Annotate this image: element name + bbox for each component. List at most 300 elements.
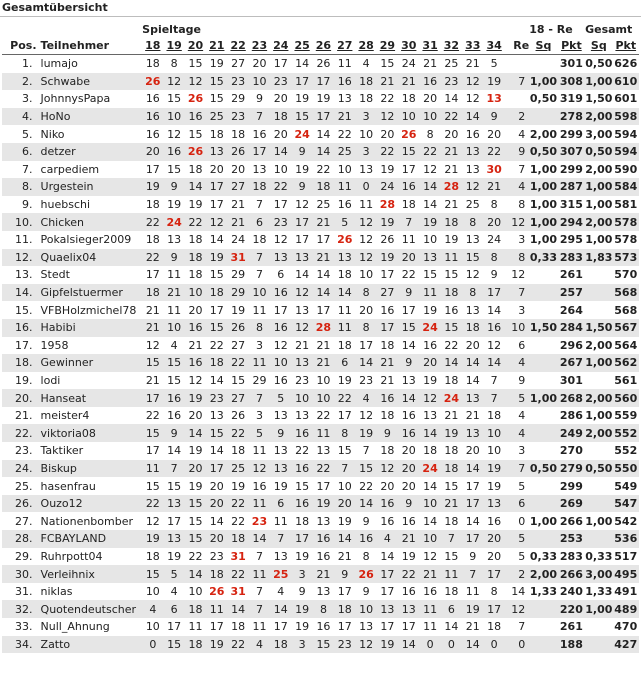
spieltag-score: 20	[334, 495, 355, 513]
position-cell: 29.	[15, 549, 33, 563]
spieltag-score: 19	[142, 530, 163, 548]
total-pkt: 594	[614, 127, 638, 141]
spieltag-score: 9	[362, 585, 370, 599]
spieltag-score: 9	[163, 424, 184, 442]
table-row	[2, 161, 639, 179]
spieltag-score: 9	[270, 424, 291, 442]
spieltag-score: 17	[313, 108, 334, 126]
spieltag-score: 18	[185, 249, 206, 267]
spieltag-score: 29	[231, 92, 246, 106]
spieltag-score: 14	[227, 600, 248, 618]
spieltag-link[interactable]: 24	[273, 39, 289, 52]
re-score: 5	[518, 549, 526, 563]
total-sq: 1,00	[585, 233, 613, 247]
rueckrunde-pkt: 266	[558, 565, 585, 583]
spieltag-score: 17	[167, 620, 182, 634]
spieltag-score: 18	[185, 636, 206, 654]
spieltag-score: 16	[145, 127, 160, 141]
spieltag-column-header[interactable]	[462, 38, 483, 55]
spieltag-score: 16	[316, 549, 331, 563]
spieltag-score: 17	[206, 178, 227, 196]
spieltag-score: 6	[277, 268, 285, 282]
spieltag-link[interactable]: 23	[251, 39, 268, 52]
spieltag-score: 18	[209, 127, 224, 141]
spieltag-link[interactable]: 22	[230, 39, 246, 52]
spieltag-score: 17	[401, 162, 416, 176]
table-row	[2, 583, 639, 601]
spieltag-score: 4	[377, 530, 398, 548]
spieltag-column-header[interactable]	[249, 38, 270, 55]
spieltag-score: 10	[291, 389, 312, 407]
spieltag-score: 14	[334, 530, 355, 548]
pkt-column-header: Pkt	[558, 38, 585, 55]
spieltag-score: 18	[444, 373, 459, 387]
position-cell: 34.	[2, 636, 37, 654]
spieltag-column-header[interactable]	[142, 38, 163, 55]
spieltag-score: 18	[188, 268, 203, 282]
spieltag-score: 20	[209, 162, 224, 176]
position-cell: 22.	[2, 424, 37, 442]
spieltag-column-header[interactable]	[185, 38, 206, 55]
spieltag-score: 0	[355, 178, 376, 196]
total-pkt: 495	[613, 565, 639, 583]
spieltag-score: 24	[441, 389, 462, 407]
spieltag-link[interactable]: 26	[315, 39, 332, 52]
spieltag-score: 16	[185, 108, 206, 126]
spieltag-score: 24	[163, 213, 184, 231]
spieltag-score: 11	[167, 268, 182, 282]
spieltag-score: 13	[401, 373, 416, 387]
spieltag-score: 12	[465, 92, 480, 106]
spieltag-score: 9	[469, 549, 477, 563]
spieltag-score: 20	[359, 303, 374, 317]
spieltag-score: 18	[337, 338, 352, 352]
spieltag-score: 14	[465, 514, 480, 528]
spieltag-score: 21	[337, 549, 352, 563]
spieltag-link[interactable]: 31	[422, 39, 438, 52]
spieltag-link[interactable]: 33	[465, 39, 481, 52]
spieltag-score: 14	[355, 354, 376, 372]
spieltag-score: 22	[313, 460, 334, 478]
spieltag-score: 16	[337, 198, 352, 212]
re-score: 12	[505, 600, 529, 618]
spieltag-score: 7	[249, 389, 270, 407]
total-pkt: 590	[614, 162, 638, 176]
spieltag-column-header[interactable]	[206, 38, 227, 55]
spieltag-score: 14	[423, 514, 438, 528]
spieltag-score: 10	[145, 585, 160, 599]
spieltag-link[interactable]: 34	[486, 39, 502, 52]
total-pkt: 491	[614, 585, 638, 599]
spieltag-score: 11	[206, 600, 227, 618]
spieltag-score: 12	[295, 198, 310, 212]
spieltag-score: 26	[380, 233, 395, 247]
spieltag-score: 17	[380, 585, 395, 599]
spieltag-score: 19	[188, 479, 203, 493]
rueckrunde-sq: 1,00	[529, 162, 558, 176]
spieltag-score: 13	[377, 600, 398, 618]
re-score: 6	[505, 495, 529, 513]
spieltag-score: 19	[206, 249, 227, 267]
spieltag-column-header[interactable]	[163, 38, 184, 55]
total-sq: 0,50	[585, 460, 612, 478]
spieltag-score: 18	[423, 444, 438, 458]
spieltag-score: 25	[316, 198, 331, 212]
spieltag-score: 4	[277, 585, 285, 599]
spieltag-score: 11	[249, 495, 270, 513]
spieltag-column-header[interactable]	[291, 38, 312, 55]
spieltag-score: 24	[377, 178, 398, 196]
rueckrunde-sq	[529, 618, 557, 636]
spieltag-score: 22	[441, 108, 462, 126]
spieltag-score: 21	[142, 319, 163, 337]
spieltag-column-header[interactable]	[313, 38, 334, 55]
spieltag-score: 14	[249, 530, 270, 548]
spieltag-score: 15	[185, 495, 206, 513]
spieltag-score: 18	[145, 233, 160, 247]
spieltag-score: 17	[380, 620, 395, 634]
spieltag-score: 7	[255, 268, 263, 282]
spieltag-score: 28	[379, 198, 396, 212]
spieltag-score: 16	[270, 284, 291, 302]
spieltag-score: 4	[355, 389, 376, 407]
spieltag-score: 20	[273, 92, 288, 106]
spieltag-score: 12	[249, 460, 270, 478]
rueckrunde-sq: 0,50	[529, 143, 557, 161]
spieltag-score: 9	[298, 585, 306, 599]
total-sq: 1,00	[585, 178, 612, 196]
position-cell: 25.	[15, 479, 33, 493]
position-cell: 6.	[2, 143, 37, 161]
total-pkt: 552	[613, 424, 639, 442]
column-header-row	[2, 38, 639, 55]
total-sq	[585, 495, 612, 513]
spieltag-score: 7	[362, 444, 370, 458]
spieltag-column-header[interactable]	[441, 38, 462, 55]
spieltag-score: 9	[377, 424, 398, 442]
spieltag-score: 16	[316, 620, 331, 634]
total-pkt: 542	[614, 514, 638, 528]
spieltag-score: 12	[163, 73, 184, 91]
spieltag-column-header[interactable]	[377, 38, 398, 55]
spieltag-score: 16	[273, 373, 288, 387]
rueckrunde-sq	[529, 407, 557, 425]
spieltag-score: 13	[337, 92, 352, 106]
position-cell: 28.	[2, 530, 37, 548]
rueckrunde-pkt: 299	[559, 127, 583, 141]
spieltag-score: 13	[462, 143, 483, 161]
spieltag-score: 8	[355, 284, 376, 302]
spieltag-score: 12	[359, 409, 374, 423]
total-pkt: 610	[613, 73, 639, 91]
spieltag-score: 19	[295, 549, 310, 563]
spieltag-score: 20	[188, 303, 203, 317]
spieltag-score: 13	[359, 620, 374, 634]
spieltag-score: 22	[316, 162, 331, 176]
spieltag-score: 8	[334, 424, 355, 442]
spieltag-score: 17	[337, 585, 352, 599]
spieltag-score: 12	[206, 213, 227, 231]
position-cell: 9.	[22, 198, 33, 212]
spieltag-score: 19	[291, 600, 312, 618]
spieltag-column-header[interactable]	[270, 38, 291, 55]
spieltag-score: 17	[337, 620, 352, 634]
rueckrunde-sq	[529, 636, 557, 654]
spieltag-score: 10	[419, 108, 440, 126]
spieltag-score: 10	[419, 495, 440, 513]
spieltag-column-header[interactable]	[483, 38, 504, 55]
participant-name: Pokalsieger2009	[40, 233, 132, 247]
spieltag-score: 19	[295, 92, 310, 106]
spieltag-score: 13	[486, 92, 502, 106]
spieltag-score: 16	[444, 303, 459, 317]
spieltag-score: 19	[377, 213, 398, 231]
spieltag-score: 8	[426, 127, 434, 141]
participant-name: detzer	[37, 143, 143, 161]
re-score: 5	[518, 479, 526, 493]
spieltag-link[interactable]: 32	[443, 39, 460, 52]
spieltag-score: 20	[252, 57, 267, 71]
spieltag-score: 11	[465, 585, 480, 599]
spieltag-score: 21	[441, 495, 462, 513]
re-score: 9	[518, 373, 526, 387]
spieltag-score: 12	[355, 636, 376, 654]
spieltag-score: 7	[334, 460, 355, 478]
spieltag-column-header[interactable]	[398, 38, 419, 55]
spieltag-score: 23	[359, 373, 374, 387]
spieltag-score: 18	[145, 549, 160, 563]
spieltag-link[interactable]: 20	[187, 39, 204, 52]
table-row	[2, 565, 639, 583]
spieltag-score: 7	[270, 530, 291, 548]
spieltag-score: 18	[249, 178, 270, 196]
spieltag-score: 13	[316, 585, 331, 599]
rueckrunde-pkt: 267	[558, 354, 585, 372]
spieltag-score: 6	[270, 495, 291, 513]
spieltag-score: 22	[209, 338, 224, 352]
spieltag-score: 8	[313, 600, 334, 618]
spieltag-score: 19	[423, 303, 438, 317]
spieltag-score: 14	[167, 444, 182, 458]
spieltag-score: 26	[316, 57, 331, 71]
spieltag-score: 16	[398, 424, 419, 442]
spieltag-score: 14	[209, 233, 224, 247]
re-column-header: Re	[505, 38, 529, 55]
spieltag-link[interactable]: 28	[358, 39, 374, 52]
spieltag-score: 16	[401, 585, 416, 599]
pos-column-header: Pos.	[2, 38, 37, 55]
spieltag-score: 17	[316, 233, 331, 247]
spieltag-score: 28	[441, 178, 462, 196]
re-score: 4	[505, 178, 529, 196]
rueckrunde-pkt: 284	[558, 319, 585, 337]
total-pkt: 562	[613, 354, 639, 372]
participant-name: 1958	[40, 338, 69, 352]
spieltag-link[interactable]: 19	[166, 39, 182, 52]
position-cell: 33.	[15, 620, 33, 634]
spieltag-score: 18	[231, 444, 246, 458]
spieltag-score: 10	[419, 530, 440, 548]
spieltag-score: 25	[444, 57, 459, 71]
spieltag-score: 4	[142, 600, 163, 618]
spieltag-score: 17	[483, 600, 504, 618]
table-row	[2, 231, 639, 249]
total-sq: 3,00	[585, 127, 613, 141]
spieltag-score: 17	[313, 73, 334, 91]
total-sq: 1,83	[585, 249, 612, 267]
table-row	[2, 372, 639, 390]
position-cell: 19.	[15, 373, 33, 387]
spieltag-score: 15	[337, 444, 352, 458]
spieltag-score: 19	[167, 549, 182, 563]
spieltag-score: 5	[163, 565, 184, 583]
spieltag-score: 14	[313, 143, 334, 161]
spieltag-score: 24	[419, 319, 440, 337]
total-sq	[585, 618, 612, 636]
spieltag-score: 20	[444, 127, 459, 141]
spieltag-score: 15	[206, 73, 227, 91]
spieltag-score: 5	[490, 57, 498, 71]
spieltag-score: 14	[209, 373, 224, 387]
spieltag-score: 17	[273, 620, 288, 634]
rueckrunde-sq: 1,00	[529, 389, 557, 407]
spieltag-score: 7	[490, 373, 498, 387]
spieltag-score: 17	[291, 213, 312, 231]
rueckrunde-sq: 1,00	[529, 233, 558, 247]
spieltag-link[interactable]: 21	[209, 39, 225, 52]
table-row	[2, 301, 639, 319]
spieltag-score: 10	[313, 389, 334, 407]
spieltag-score: 19	[313, 495, 334, 513]
spieltag-score: 22	[359, 479, 374, 493]
rueckrunde-pkt: 296	[559, 338, 583, 352]
rueckrunde-sq: 1,50	[529, 319, 557, 337]
spieltag-score: 17	[316, 479, 331, 493]
spieltag-score: 14	[185, 565, 206, 583]
spieltag-score: 22	[185, 213, 206, 231]
participant-name: hasenfrau	[40, 479, 96, 493]
spieltag-score: 11	[167, 303, 182, 317]
spieltag-score: 16	[380, 303, 395, 317]
participant-name: JohnnysPapa	[40, 92, 111, 106]
spieltag-link[interactable]: 29	[379, 39, 396, 52]
participant-name: Stedt	[40, 268, 70, 282]
spieltag-score: 16	[401, 514, 416, 528]
spieltag-link[interactable]: 25	[294, 39, 310, 52]
participant-name: lodi	[40, 373, 61, 387]
table-row	[2, 319, 639, 337]
re-score: 10	[505, 319, 529, 337]
spieltag-score: 19	[167, 198, 182, 212]
spieltag-column-header[interactable]	[334, 38, 355, 55]
rueckrunde-sq: 1,00	[529, 73, 557, 91]
spieltag-score: 19	[441, 424, 462, 442]
rueckrunde-pkt: 264	[559, 303, 583, 317]
spieltag-score: 13	[295, 409, 310, 423]
spieltag-score: 19	[142, 178, 163, 196]
spieltag-link[interactable]: 30	[401, 39, 417, 52]
spieltag-score: 7	[462, 565, 483, 583]
spieltag-score: 16	[483, 319, 504, 337]
total-pkt: 573	[613, 249, 639, 267]
spieltag-score: 5	[334, 213, 355, 231]
total-pkt: 568	[613, 284, 639, 302]
position-cell: 32.	[2, 600, 37, 618]
spieltag-score: 23	[209, 549, 224, 563]
spieltag-score: 21	[316, 338, 331, 352]
spieltag-score: 0	[441, 636, 462, 654]
name-column-header: Teilnehmer	[37, 38, 143, 55]
gesamt-group-header: Gesamt	[585, 23, 633, 36]
spieltag-score: 6	[163, 600, 184, 618]
position-cell: 2.	[2, 73, 37, 91]
spieltag-score: 18	[206, 354, 227, 372]
total-sq: 2,00	[585, 389, 612, 407]
position-cell: 13.	[15, 268, 33, 282]
participant-name: Niko	[40, 127, 65, 141]
spieltag-link[interactable]: 27	[337, 39, 353, 52]
spieltag-score: 22	[337, 127, 352, 141]
spieltag-score: 7	[249, 249, 270, 267]
spieltag-score: 19	[444, 233, 459, 247]
spieltag-score: 7	[163, 460, 184, 478]
rueckrunde-sq: 1,00	[529, 198, 558, 212]
spieltag-score: 17	[145, 162, 160, 176]
total-pkt: 547	[613, 495, 639, 513]
spieltag-link[interactable]: 18	[145, 39, 161, 52]
spieltag-score: 13	[316, 514, 331, 528]
spieltag-score: 17	[295, 233, 310, 247]
spieltag-score: 16	[380, 514, 395, 528]
spieltag-score: 20	[209, 479, 224, 493]
spieltag-score: 20	[185, 460, 206, 478]
position-cell: 12.	[2, 249, 37, 267]
spieltag-score: 19	[483, 460, 504, 478]
spieltag-score: 14	[380, 549, 395, 563]
spieltag-score: 11	[188, 620, 203, 634]
spieltag-score: 8	[355, 319, 376, 337]
spieltag-score: 14	[441, 354, 462, 372]
re-score: 7	[518, 162, 526, 176]
spieltag-score: 21	[163, 284, 184, 302]
spieltag-score: 10	[487, 444, 502, 458]
spieltag-column-header[interactable]	[419, 38, 440, 55]
re-score: 14	[511, 585, 526, 599]
spieltag-column-header[interactable]	[355, 38, 376, 55]
spieltag-score: 16	[487, 514, 502, 528]
spieltag-score: 25	[334, 143, 355, 161]
re-score: 3	[518, 303, 526, 317]
spieltag-score: 16	[419, 73, 440, 91]
spieltag-score: 10	[163, 108, 184, 126]
spieltag-score: 17	[142, 389, 163, 407]
spieltag-score: 13	[359, 162, 374, 176]
spieltag-score: 16	[142, 108, 163, 126]
rueckrunde-sq: 0,33	[529, 549, 558, 563]
spieltag-score: 12	[291, 284, 312, 302]
table-row	[2, 108, 639, 126]
spieltag-score: 15	[163, 354, 184, 372]
re-score: 12	[511, 268, 526, 282]
spieltag-column-header[interactable]	[227, 38, 248, 55]
total-sq	[585, 477, 612, 495]
total-pkt: 570	[614, 268, 638, 282]
spieltag-score: 11	[273, 514, 288, 528]
spieltag-score: 10	[355, 600, 376, 618]
rueckrunde-pkt: 240	[559, 585, 583, 599]
spieltag-score: 10	[145, 620, 160, 634]
spieltag-score: 3	[291, 565, 312, 583]
